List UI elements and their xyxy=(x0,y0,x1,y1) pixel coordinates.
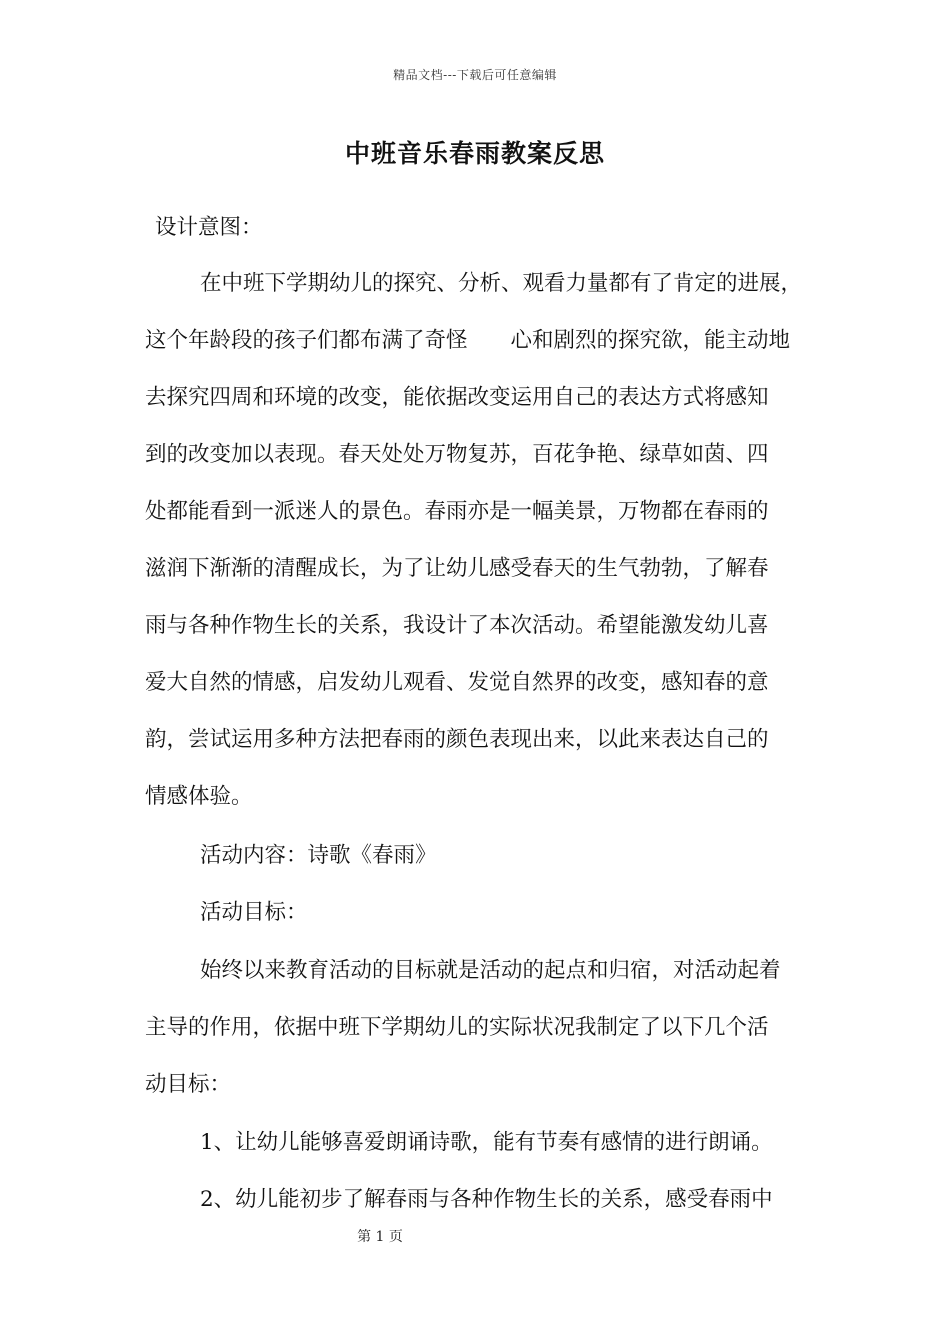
paragraph-line: 滋润下渐渐的清醒成长，为了让幼儿感受春天的生气勃勃，了解春 xyxy=(145,556,769,581)
section-heading-design-intent: 设计意图： xyxy=(155,215,263,240)
goal-item-1: 1、让幼儿能够喜爱朗诵诗歌，能有节奏有感情的进行朗诵。 xyxy=(200,1130,773,1155)
paragraph-line: 去探究四周和环境的改变，能依据改变运用自己的表达方式将感知 xyxy=(145,385,769,410)
paragraph-line: 主导的作用，依据中班下学期幼儿的实际状况我制定了以下几个活 xyxy=(145,1015,769,1040)
activity-content: 活动内容：诗歌《春雨》 xyxy=(200,843,437,868)
page-number: 第 1 页 xyxy=(357,1229,403,1245)
paragraph-line: 在中班下学期幼儿的探究、分析、观看力量都有了肯定的进展， xyxy=(200,271,803,296)
paragraph-line: 这个年龄段的孩子们都布满了奇怪 心和剧烈的探究欲，能主动地 xyxy=(145,328,791,353)
paragraph-line: 韵，尝试运用多种方法把春雨的颜色表现出来，以此来表达自己的 xyxy=(145,727,769,752)
document-title: 中班音乐春雨教案反思 xyxy=(344,139,605,168)
section-heading-activity-goals: 活动目标： xyxy=(200,900,308,925)
paragraph-line: 情感体验。 xyxy=(145,784,253,809)
page-header: 精品文档---下载后可任意编辑 xyxy=(393,68,557,82)
paragraph-line: 雨与各种作物生长的关系，我设计了本次活动。希望能激发幼儿喜 xyxy=(145,613,769,638)
paragraph-line: 到的改变加以表现。春天处处万物复苏，百花争艳、绿草如茵、四 xyxy=(145,442,769,467)
paragraph-line: 处都能看到一派迷人的景色。春雨亦是一幅美景，万物都在春雨的 xyxy=(145,499,769,524)
paragraph-line: 始终以来教育活动的目标就是活动的起点和归宿，对活动起着 xyxy=(200,958,781,983)
paragraph-line: 动目标： xyxy=(145,1072,232,1097)
paragraph-line: 爱大自然的情感，启发幼儿观看、发觉自然界的改变，感知春的意 xyxy=(145,670,769,695)
goal-item-2: 2、幼儿能初步了解春雨与各种作物生长的关系，感受春雨中 xyxy=(200,1187,773,1212)
